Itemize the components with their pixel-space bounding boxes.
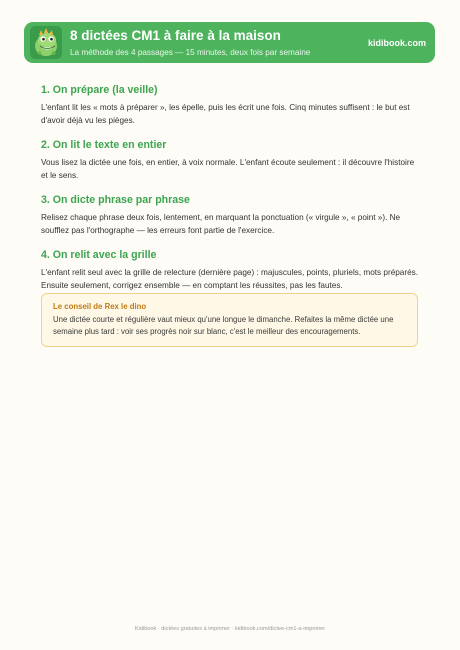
dino-icon (30, 26, 62, 59)
step-2 (41, 139, 419, 182)
step-3 (41, 194, 419, 237)
step-4 (41, 249, 419, 292)
step-1 (41, 84, 419, 127)
tip-title: Le conseil de Rex le dino (53, 302, 147, 311)
step-title: 2. On lit le texte en entier (41, 139, 167, 151)
step-text: L'enfant lit les « mots à préparer », les épelle, puis les écrit une fois. Cinq minutes suffisent : le but est d'avoir déjà vu les pièges. (41, 103, 410, 125)
page-footer: Kidibook · dictées gratuites à imprimer · kidibook.com/dictee-cm1-a-imprimer (134, 626, 326, 632)
step-title: 4. On relit avec la grille (41, 249, 157, 261)
steps-list (41, 84, 419, 304)
step-title: 1. On prépare (la veille) (41, 84, 158, 96)
page-header (24, 22, 435, 63)
tip-box (41, 293, 418, 347)
step-text: Vous lisez la dictée une fois, en entier, à voix normale. L'enfant écoute seulement : il découvre l'histoire et le sens. (41, 158, 415, 180)
step-text: Relisez chaque phrase deux fois, lentement, en marquant la ponctuation (« virgule », « point »). Ne soufflez pas l'orthographe — les erreurs font partie de l'exercice. (41, 213, 401, 235)
step-text: L'enfant relit seul avec la grille de relecture (dernière page) : majuscules, points, pluriels, mots préparés. Ensuite seulement, corrigez ensemble — en comptant les réussites, pas les fautes. (41, 268, 419, 290)
tip-text: Une dictée courte et régulière vaut mieux qu'une longue le dimanche. Refaites la même dictée une semaine plus tard : voir ses progrès noir sur blanc, c'est le meilleur des encouragements. (53, 315, 394, 336)
page-title: 8 dictées CM1 à faire à la maison (70, 28, 281, 43)
step-title: 3. On dicte phrase par phrase (41, 194, 190, 206)
page-subtitle: La méthode des 4 passages — 15 minutes, deux fois par semaine (70, 48, 311, 57)
brand-link[interactable]: kidibook.com (367, 38, 426, 48)
